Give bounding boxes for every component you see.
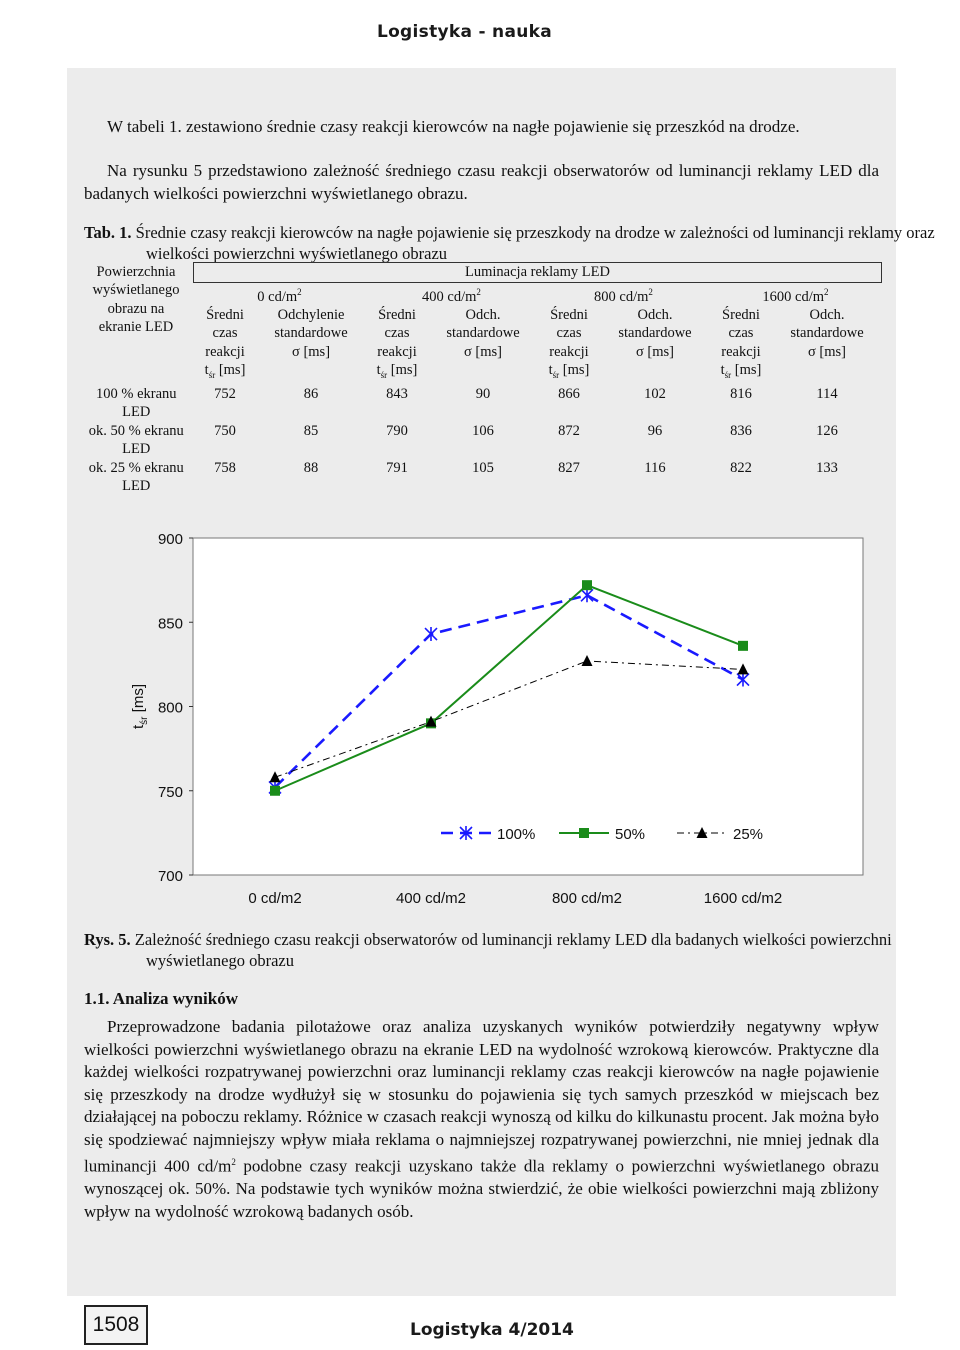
chart (83, 510, 881, 920)
unit-t: t (548, 362, 553, 379)
plot-area (193, 538, 863, 875)
section-body (84, 1016, 879, 1223)
mean-header-line: Średni (550, 306, 588, 323)
unit-ms: [ms] (731, 362, 762, 379)
std-dev-header (773, 306, 882, 385)
section-body-part: podobne czasy reakcji uzyskano także dla reklamy o powierzchni wyświetlanego obrazu wynoszącej ok. 50%. Na podstawie tych wyników można stwierdzić, że obie wielkości powierzchni mają zbliżony wpływ na wydolność wzrokową badanych osób. (84, 1156, 880, 1221)
mean-time-header (537, 306, 600, 385)
legend-label: 50% (615, 826, 646, 843)
table-cell: 133 (816, 459, 838, 476)
row-label-line: 100 % ekranu (95, 385, 177, 402)
running-header: Logistyka - nauka (376, 22, 552, 42)
table-cell: 126 (816, 422, 838, 439)
section-body-part: Przeprowadzone badania pilotażowe oraz analiza uzyskanych wyników potwierdziły negatywny wpływ wielkości powierzchni wyświetlanego obrazu na ekranie LED na wydolność wzrokową kierowców. Praktyczne dla każdej wielkości rozpatrywanej powierzchni oraz luminancji reklamy czas reakcji kierowców na nagłe pojawienie się przeszkody na drodze wydłużył się w stosunku do pojawienia się tych samych przeszkód w miejscach bez działającej na poboczu reklamy. Różnice w czasach reakcji wynoszą od kilku do kilkunastu procent. Jak można było się spodziewać najmniejszy wpływ miała reklama o najmniejszej rozpatrywanej powierzchni, nie mniej jednak dla luminancji 400 cd/m (84, 1017, 879, 1176)
unit-ms: [ms] (387, 362, 418, 379)
superscript: 2 (231, 1157, 236, 1167)
std-header-line: standardowe (274, 325, 348, 342)
mean-time-header (709, 306, 772, 385)
reaction-time-table (79, 262, 882, 496)
std-dev-header (257, 306, 366, 385)
y-tick-label: 750 (157, 783, 183, 801)
intro-paragraph-2: Na rysunku 5 przedstawiono zależność średniego czasu reakcji obserwatorów od luminancji reklamy LED dla badanych wielkości powierzchni wyświetlanego obrazu. (84, 161, 879, 203)
legend-marker (579, 828, 589, 838)
table-cell: 843 (386, 385, 408, 402)
std-header-line: Odchylenie (277, 306, 345, 323)
figure-caption-label: Rys. 5. (84, 930, 131, 949)
unit-ms: [ms] (559, 362, 590, 379)
journal-footer: Logistyka 4/2014 (410, 1320, 574, 1340)
table-cell: 106 (472, 422, 494, 439)
data-point-50pct (270, 786, 280, 796)
x-tick-label: 800 cd/m2 (551, 890, 623, 907)
figure-caption (84, 929, 946, 971)
row-label-line: ok. 50 % ekranu (88, 422, 184, 439)
mean-header-line: Średni (378, 306, 416, 323)
unit-t: t (376, 362, 381, 379)
std-header-line: Odch. (637, 306, 673, 323)
y-tick-label: 900 (157, 531, 183, 548)
unit-sub: śr (208, 370, 216, 381)
unit-ms: [ms] (215, 362, 246, 379)
table-cell: 790 (386, 422, 408, 439)
unit-sub: śr (380, 370, 388, 381)
mean-header-line: reakcji (205, 343, 245, 360)
y-axis-label: $t_{śr}$ [ms] (130, 683, 150, 730)
data-point-50pct (738, 641, 748, 651)
table-cell: 116 (644, 459, 666, 476)
data-point-50pct (582, 580, 592, 590)
mean-header-line: reakcji (721, 343, 761, 360)
mean-header-line: czas (556, 325, 582, 342)
table-cell: 752 (214, 385, 236, 402)
luminance-header: 800 $cd/m^2$ (594, 286, 653, 305)
left-header-line: wyświetlanego (92, 282, 180, 298)
table-row (79, 459, 882, 496)
figure-caption-text: Zależność średniego czasu reakcji obserwatorów od luminancji reklamy LED dla badanych wielkości powierzchni wyświetlanego obrazu (134, 930, 892, 970)
table-cell: 90 (475, 385, 491, 402)
line-chart (83, 510, 881, 920)
mean-unit (711, 361, 770, 384)
table-cell: 86 (303, 385, 319, 402)
mean-header-line: Średni (722, 306, 760, 323)
mean-unit (367, 361, 426, 384)
table-cell: 758 (214, 459, 236, 476)
table-cell: 102 (644, 385, 666, 402)
mean-header-line: czas (728, 325, 754, 342)
page-number: 1508 (84, 1305, 148, 1345)
intro-paragraph-1: W tabeli 1. zestawiono średnie czasy reakcji kierowców na nagłe pojawienie się przeszkód na drodze. (107, 117, 800, 136)
row-label-line: LED (122, 478, 151, 495)
mean-unit (539, 361, 598, 384)
std-dev-header (429, 306, 538, 385)
table-cell: 88 (303, 459, 319, 476)
row-label (79, 422, 194, 459)
std-header-line: Odch. (465, 306, 501, 323)
luminance-header: 0 $cd/m^2$ (257, 286, 302, 305)
std-header-line: σ [ms] (292, 343, 331, 360)
std-header-line: σ [ms] (635, 343, 674, 360)
std-header-line: standardowe (790, 325, 864, 342)
std-header-line: standardowe (446, 325, 520, 342)
table-cell: 791 (386, 459, 408, 476)
table-cell: 85 (303, 422, 319, 439)
table-cell: 866 (558, 385, 580, 402)
section-heading: 1.1. Analiza wyników (84, 989, 238, 1008)
table-left-header (79, 263, 194, 385)
legend-label: 100% (497, 826, 536, 843)
left-header-line: ekranie LED (98, 319, 174, 335)
mean-header-line: czas (384, 325, 410, 342)
table-cell: 822 (730, 459, 752, 476)
y-tick-label: 800 (157, 699, 183, 717)
y-tick-label: 850 (157, 615, 183, 633)
luminance-header: 400 $cd/m^2$ (422, 286, 481, 305)
mean-time-header (365, 306, 428, 385)
mean-unit (196, 361, 255, 384)
table-cell: 872 (558, 422, 580, 439)
table-cell: 105 (472, 459, 494, 476)
table-row (79, 385, 882, 422)
legend-label: 25% (733, 826, 764, 843)
luminance-header: 1600 $cd/m^2$ (762, 286, 829, 305)
table-caption (84, 222, 946, 264)
unit-t: t (720, 362, 725, 379)
row-label (79, 385, 194, 422)
table-cell: 96 (647, 422, 663, 439)
row-label-line: LED (122, 404, 151, 421)
table-caption-label: Tab. 1. (84, 223, 132, 242)
table-cell: 114 (816, 385, 838, 402)
unit-t: t (204, 362, 209, 379)
mean-header-line: reakcji (549, 343, 589, 360)
table-cell: 827 (558, 459, 580, 476)
x-tick-label: 400 cd/m2 (395, 890, 467, 907)
y-tick-label: 700 (157, 868, 183, 885)
left-header-line: obrazu na (107, 300, 165, 317)
std-header-line: σ [ms] (463, 343, 503, 360)
std-header-line: standardowe (618, 325, 692, 342)
row-label-line: LED (122, 441, 151, 458)
row-label (79, 459, 194, 496)
x-tick-label: 0 cd/m2 (248, 890, 302, 907)
table-row (79, 422, 882, 459)
row-label-line: ok. 25 % ekranu (88, 459, 184, 476)
luminance-group-header: Luminacja reklamy LED (194, 263, 882, 283)
left-header-line: Powierzchnia (96, 263, 176, 280)
std-header-line: Odch. (809, 306, 845, 323)
unit-sub: śr (724, 370, 732, 381)
mean-header-line: czas (212, 325, 238, 342)
unit-sub: śr (552, 370, 560, 381)
std-dev-header (601, 306, 710, 385)
mean-header-line: Średni (206, 306, 244, 323)
table-caption-text: Średnie czasy reakcji kierowców na nagłe pojawienie się przeszkody na drodze w zależności od luminancji reklamy oraz wielkości powierzchni wyświetlanego obrazu (135, 223, 935, 263)
mean-header-line: reakcji (377, 343, 417, 360)
table-cell: 816 (730, 385, 752, 402)
std-header-line: σ [ms] (807, 343, 847, 360)
mean-time-header (194, 306, 257, 385)
x-tick-label: 1600 cd/m2 (703, 890, 783, 907)
table-cell: 836 (730, 422, 752, 439)
table-cell: 750 (214, 422, 236, 439)
